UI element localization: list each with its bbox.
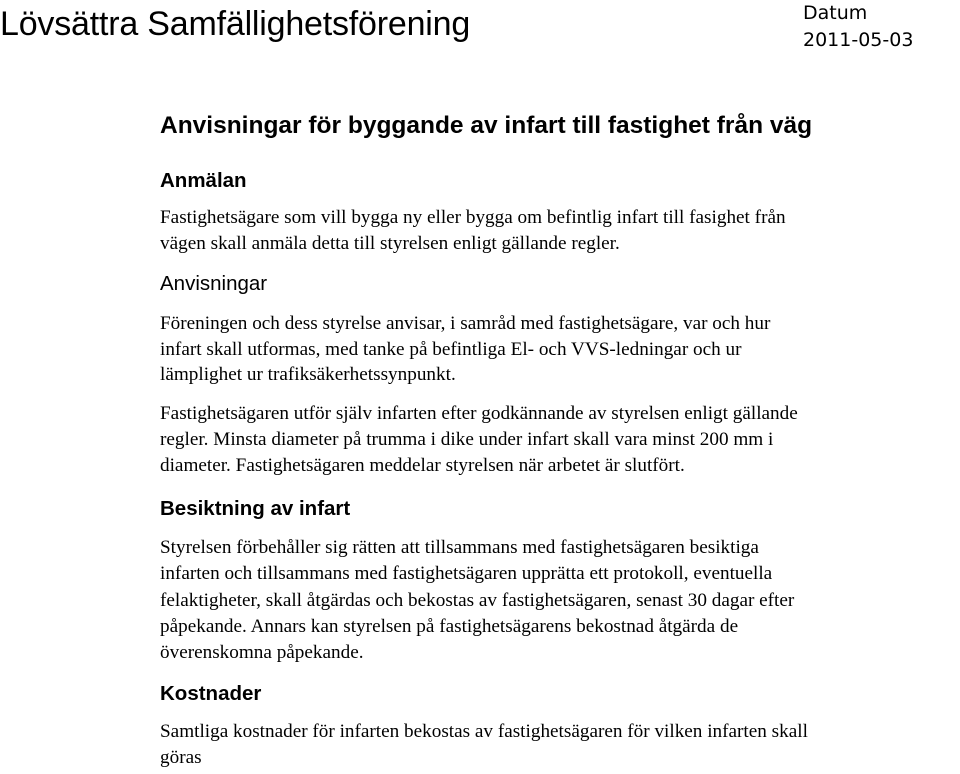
paragraph-line: Föreningen och dess styrelse anvisar, i samråd med fastighetsägare, var och hur [160, 313, 771, 334]
paragraph-line: Fastighetsägaren utför själv infarten efter godkännande av styrelsen enligt gällande [160, 403, 798, 424]
paragraph-line: vägen skall anmäla detta till styrelsen enligt gällande regler. [160, 233, 620, 254]
date-label: Datum [803, 2, 868, 24]
paragraph-line: Samtliga kostnader för infarten bekostas av fastighetsägaren för vilken infarten skall [160, 721, 808, 742]
paragraph-line: påpekande. Annars kan styrelsen på fastighetsägarens bekostnad åtgärda de [160, 616, 739, 637]
paragraph-line: infarten och tillsammans med fastighetsägaren upprätta ett protokoll, eventuella [160, 563, 773, 584]
section-heading-anmalan: Anmälan [160, 169, 247, 192]
document-title: Anvisningar för byggande av infart till fastighet från väg [160, 112, 813, 139]
date-value: 2011-05-03 [803, 29, 914, 51]
section-heading-anvisningar: Anvisningar [160, 272, 268, 295]
paragraph-line: överenskomna påpekande. [160, 642, 364, 663]
paragraph-line: regler. Minsta diameter på trumma i dike under infart skall vara minst 200 mm i [160, 429, 774, 450]
section-heading-kostnader: Kostnader [160, 682, 262, 705]
paragraph-line: Fastighetsägare som vill bygga ny eller bygga om befintlig infart till fasighet från [160, 207, 786, 228]
paragraph-line: diameter. Fastighetsägaren meddelar styrelsen när arbetet är slutfört. [160, 455, 685, 476]
paragraph-line: infart skall utformas, med tanke på befintliga El- och VVS-ledningar och ur [160, 339, 742, 360]
paragraph-line: göras [160, 747, 202, 768]
paragraph-line: felaktigheter, skall åtgärdas och bekostas av fastighetsägaren, senast 30 dagar efter [160, 590, 795, 611]
organization-name: Lövsättra Samfällighetsförening [0, 5, 471, 43]
paragraph-line: lämplighet ur trafiksäkerhetssynpunkt. [160, 364, 456, 385]
section-heading-besiktning: Besiktning av infart [160, 497, 351, 520]
paragraph-line: Styrelsen förbehåller sig rätten att tillsammans med fastighetsägaren besiktiga [160, 537, 759, 558]
